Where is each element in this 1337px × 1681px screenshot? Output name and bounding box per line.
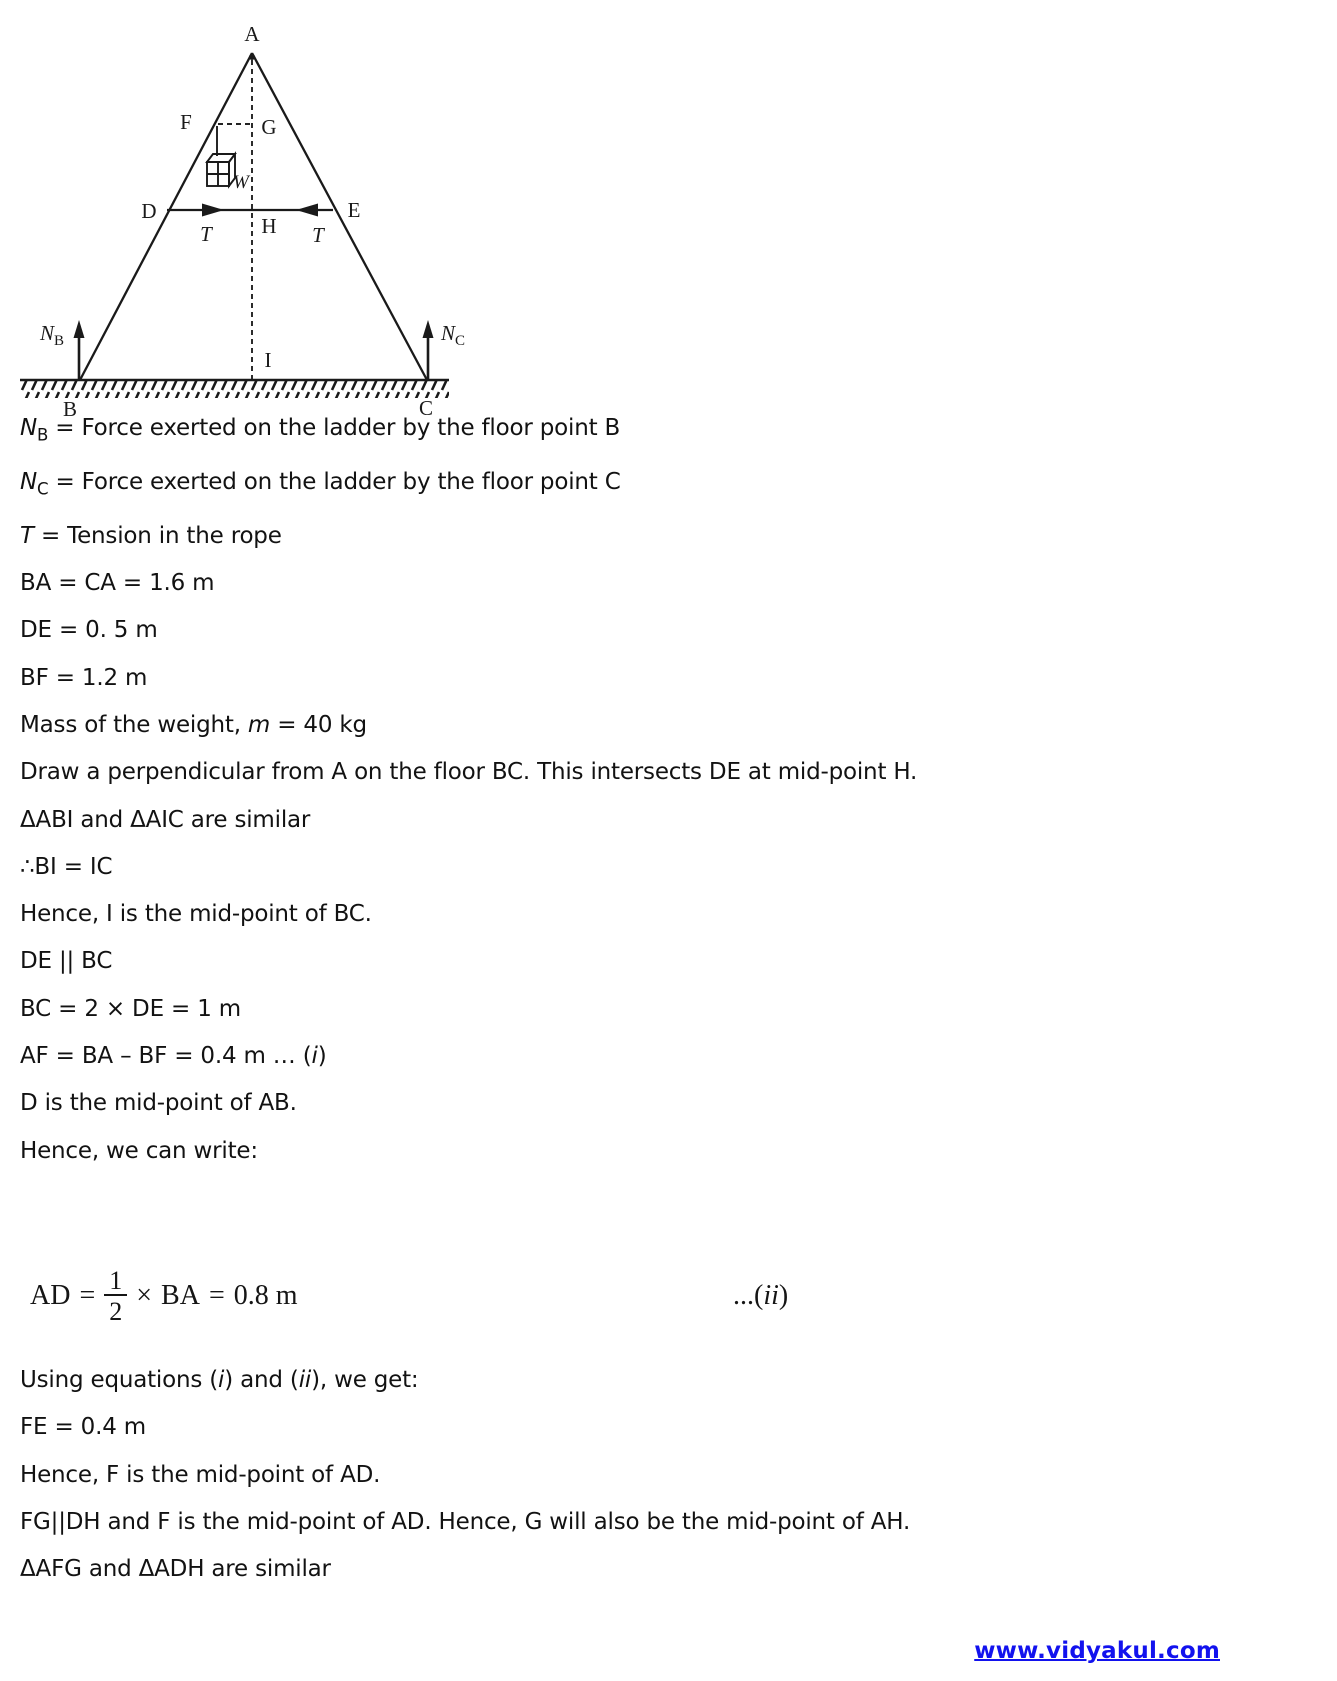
normal-force-b-arrow — [74, 320, 85, 380]
label-D: D — [141, 199, 157, 223]
equation-expression — [20, 1254, 1317, 1338]
ladder-right-leg — [252, 53, 427, 380]
label-E: E — [347, 198, 361, 222]
label-NB: $N_B$ — [40, 321, 65, 349]
label-B: B — [62, 397, 78, 421]
body-text-lower — [20, 1357, 1317, 1593]
text-line: BC = 2 × DE = 1 m — [20, 995, 241, 1022]
label-I: I — [264, 348, 272, 372]
label-F: F — [180, 110, 192, 134]
text-line: ∴BI = IC — [20, 853, 113, 880]
footer-link[interactable]: www.vidyakul.com — [974, 1638, 1220, 1664]
weight-cube — [207, 126, 235, 186]
eq-equals: = — [79, 1280, 96, 1311]
eq-equals2: = — [208, 1280, 225, 1311]
text-line: DE || BC — [20, 948, 113, 975]
eq-lhs: AD — [30, 1280, 71, 1311]
text-line: ΔABI and ΔAIC are similar — [20, 806, 311, 833]
eq-fraction-numerator: 1 — [109, 1265, 123, 1295]
label-NC: $N_C$ — [441, 321, 466, 349]
eq-times: × — [136, 1280, 153, 1311]
equation-tag: ...(ii) — [733, 1280, 789, 1311]
eq-fraction-denominator: 2 — [104, 1294, 127, 1325]
text-line: Using equations (i) and (ii), we get: — [20, 1367, 419, 1393]
text-line: AF = BA – BF = 0.4 m … (i) — [20, 1043, 327, 1070]
text-line: Hence, we can write: — [20, 1137, 258, 1164]
tension-arrow-right — [296, 204, 318, 217]
label-T-right: T — [312, 223, 324, 247]
floor-hatching — [20, 381, 449, 398]
text-line: Hence, F is the mid-point of AD. — [20, 1461, 381, 1488]
label-G: G — [261, 115, 277, 139]
text-line: T = Tension in the rope — [20, 522, 282, 549]
eq-mid: BA — [161, 1280, 200, 1311]
text-line: FE = 0.4 m — [20, 1414, 146, 1441]
label-W: W — [233, 172, 249, 193]
eq-result: 0.8 m — [233, 1280, 298, 1311]
label-T-left: T — [200, 222, 212, 246]
label-A: A — [244, 22, 260, 46]
text-line: $N_C$ = Force exerted on the ladder by the floor point C — [20, 468, 621, 499]
apex-point — [249, 54, 255, 60]
text-line: Draw a perpendicular from A on the floor BC. This intersects DE at mid-point H. — [20, 759, 918, 786]
text-line: BA = CA = 1.6 m — [20, 570, 215, 597]
equation-ii — [20, 1254, 1317, 1338]
text-line: ΔAFG and ΔADH are similar — [20, 1556, 331, 1583]
text-line: D is the mid-point of AB. — [20, 1090, 297, 1117]
text-line: BF = 1.2 m — [20, 664, 148, 691]
ladder-diagram — [0, 0, 480, 425]
body-text-upper — [20, 405, 1317, 1175]
text-line: DE = 0. 5 m — [20, 617, 158, 644]
tension-arrow-left — [202, 204, 224, 217]
eq-fraction — [104, 1267, 127, 1326]
ladder-left-leg — [80, 53, 252, 380]
text-line: Mass of the weight, m = 40 kg — [20, 711, 367, 738]
text-line: $N_B$ = Force exerted on the ladder by the floor point B — [20, 415, 621, 445]
normal-force-c-arrow — [423, 320, 434, 380]
label-H: H — [261, 214, 277, 238]
label-C: C — [418, 396, 434, 420]
text-line: FG||DH and F is the mid-point of AD. Hence, G will also be the mid-point of AH. — [20, 1508, 911, 1535]
text-line: Hence, I is the mid-point of BC. — [20, 901, 372, 928]
